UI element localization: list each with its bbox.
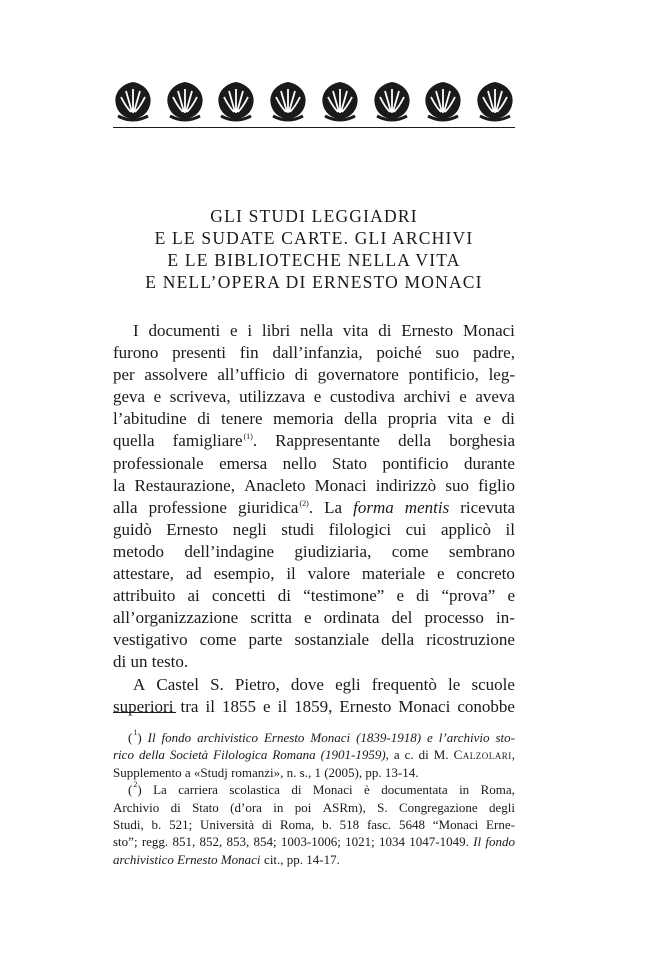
word: S. — [377, 799, 388, 815]
word: Monaci — [312, 782, 353, 798]
word: all’organizzazione — [113, 608, 239, 628]
word: 521; — [169, 816, 193, 832]
title-line: E LE BIBLIOTECHE NELLA VITA — [167, 250, 461, 270]
word: Congregazione — [398, 799, 478, 815]
word: esempio, — [213, 564, 275, 584]
word: Società — [169, 747, 209, 763]
word: ASRm), — [322, 799, 366, 815]
word: in — [459, 782, 470, 798]
word: Università — [200, 816, 255, 832]
body-line — [113, 519, 515, 541]
word: l’archivio — [438, 730, 490, 745]
word: all’ufficio — [217, 365, 286, 385]
word: propria — [387, 409, 437, 429]
word: (1901-1959), — [320, 747, 389, 763]
word: dall’infanzia, — [272, 343, 363, 363]
word: Castel — [156, 674, 199, 694]
word: ad — [185, 564, 202, 584]
word: furono — [113, 343, 159, 363]
word: come — [199, 630, 237, 650]
word: 852, — [199, 834, 223, 850]
word: concreto — [456, 564, 515, 584]
body-line — [113, 430, 515, 452]
footnote-marker: 1 — [133, 728, 138, 737]
palmette-ornament-icon — [475, 80, 515, 122]
word: Archivio — [113, 799, 160, 815]
footnote-marker: (1) — [243, 432, 253, 442]
word: memoria — [273, 409, 334, 429]
word: applicò — [440, 519, 491, 539]
footnote-line — [113, 799, 515, 816]
word: e — [459, 387, 467, 407]
body-line — [113, 585, 515, 607]
word: sto”; — [113, 834, 138, 850]
word: Ernesto — [401, 321, 454, 340]
word: è — [364, 782, 370, 798]
word: ordinata — [323, 608, 380, 628]
word: nella — [300, 321, 334, 340]
word: Ernesto — [339, 696, 392, 716]
word: leg- — [488, 365, 515, 385]
word: e — [483, 409, 492, 429]
word: “testimone” — [303, 586, 385, 606]
word: A — [133, 674, 146, 694]
word: “prova” — [441, 586, 496, 606]
word: aveva — [475, 387, 515, 407]
word: della — [398, 431, 432, 451]
word: di — [416, 586, 430, 606]
word: La — [153, 782, 167, 798]
word: b. — [322, 816, 332, 832]
word: della — [344, 409, 378, 429]
footnote-rule — [113, 712, 176, 713]
word: cui — [405, 519, 427, 539]
body-line — [113, 696, 515, 718]
word: concetti — [211, 586, 266, 606]
word: c. — [404, 747, 414, 763]
word: nello — [282, 453, 317, 473]
word: e — [230, 321, 238, 340]
word: le — [448, 674, 461, 694]
body-line — [113, 342, 515, 364]
palmette-ornament-icon — [268, 80, 308, 122]
word: a — [393, 747, 400, 763]
text-run: archivistico Ernesto Monaci — [113, 851, 261, 867]
palmette-ornament-icon — [113, 80, 153, 122]
body-line — [113, 674, 515, 696]
word: 851, — [172, 834, 196, 850]
word: Restaurazione, — [134, 475, 235, 495]
body-line — [113, 320, 515, 342]
word: documenti — [148, 321, 221, 340]
word: sembrano — [448, 541, 515, 561]
word: professione — [148, 497, 227, 517]
word: mentis — [404, 497, 450, 517]
text-run: cit., pp. 14-17. — [264, 851, 340, 867]
chapter-title — [113, 205, 515, 293]
word: attribuito — [113, 586, 176, 606]
word: dove — [290, 674, 324, 694]
text-run: di un testo. — [113, 652, 189, 672]
body-line — [113, 541, 515, 563]
body-line — [113, 475, 515, 497]
word: ricevuta — [460, 497, 515, 517]
footnote-line — [113, 833, 515, 850]
word: filologici — [328, 519, 392, 539]
word: dell’indagine — [184, 541, 275, 561]
word: tenere — [221, 409, 263, 429]
word: in- — [496, 608, 515, 628]
word: M. — [433, 747, 449, 763]
word: Studi, — [113, 816, 144, 832]
word: 1021; — [345, 834, 375, 850]
palmette-ornament-icon — [372, 80, 412, 122]
word: archivistico — [197, 730, 259, 745]
footnote-marker: (2) — [299, 498, 309, 508]
word: l’abitudine — [113, 409, 187, 429]
footnotes — [113, 729, 515, 868]
body-line — [113, 563, 515, 585]
word: valore — [307, 564, 351, 584]
word: del — [391, 608, 413, 628]
word: attestare, — [113, 564, 174, 584]
word: Ernesto — [263, 730, 305, 745]
word: geva — [113, 387, 146, 407]
word: Monaci — [314, 475, 367, 495]
word: il — [286, 564, 296, 584]
body-line — [113, 607, 515, 629]
word: rico — [113, 747, 134, 763]
word: borghesia — [449, 431, 515, 451]
word: scriveva, — [169, 387, 231, 407]
word: (d’ora — [230, 799, 262, 815]
word: Anacleto — [244, 475, 306, 495]
word: ($^2$) — [128, 780, 142, 798]
word: assolvere — [144, 365, 208, 385]
word: ricostruzione — [426, 630, 515, 650]
word: fin — [239, 343, 259, 363]
word: tra — [180, 696, 199, 716]
word: materiale — [361, 564, 426, 584]
word: negli — [232, 519, 267, 539]
word: giudiziaria, — [294, 541, 372, 561]
body-line — [113, 497, 515, 519]
word: Erne- — [486, 816, 515, 832]
body-text — [113, 320, 515, 718]
word: di — [291, 782, 302, 798]
word: vita — [342, 321, 369, 340]
word: Roma, — [480, 782, 515, 798]
word: e — [153, 387, 162, 407]
word: poi — [294, 799, 312, 815]
title-line: E LE SUDATE CARTE. GLI ARCHIVI — [154, 228, 474, 248]
word: alla — [113, 497, 138, 517]
word: il — [277, 696, 288, 716]
word: Filologica — [213, 747, 268, 763]
word: i — [247, 321, 253, 340]
word: Pietro, — [234, 674, 280, 694]
word: il — [205, 696, 215, 716]
word: durante — [463, 453, 515, 473]
word: S. — [210, 674, 224, 694]
word: Rappresentante — [275, 431, 380, 451]
word: Ernesto — [166, 519, 219, 539]
word: fasc. — [366, 816, 392, 832]
footnote-line — [113, 764, 515, 781]
word: conobbe — [457, 696, 515, 716]
word: della — [381, 630, 415, 650]
word: “Monaci — [432, 816, 479, 832]
word: 1034 — [379, 834, 405, 850]
word: Monaci — [310, 730, 351, 745]
body-line — [113, 651, 515, 673]
word: sostanziale — [294, 630, 370, 650]
word: il — [505, 519, 515, 539]
footnote-line — [113, 781, 515, 798]
word: (1839-1918) — [356, 730, 422, 745]
word: e — [396, 586, 405, 606]
title-line: E NELL’OPERA DI ERNESTO MONACI — [145, 272, 483, 292]
word: di — [170, 799, 181, 815]
word: ai — [187, 586, 200, 606]
word: libri — [261, 321, 291, 340]
word: frequentò — [371, 674, 437, 694]
word: la — [113, 475, 126, 495]
word: vestigativo — [113, 630, 188, 650]
word: Roma, — [279, 816, 315, 832]
word: 518 — [339, 816, 360, 832]
word: emersa — [219, 453, 268, 473]
word: governatore — [317, 365, 399, 385]
word: Il — [473, 834, 482, 850]
word: e — [427, 730, 433, 745]
palmette-ornament-icon — [165, 80, 205, 122]
word: 853, — [226, 834, 250, 850]
word: di — [378, 321, 392, 340]
body-line — [113, 453, 515, 475]
palmette-ornament-icon — [216, 80, 256, 122]
palmette-ornament-icon — [320, 80, 360, 122]
word: di — [418, 747, 429, 763]
word: figlio — [478, 475, 515, 495]
word: vita — [447, 409, 473, 429]
word: e — [313, 387, 322, 407]
word: Monaci — [398, 696, 451, 716]
word: scuole — [471, 674, 515, 694]
word: di — [294, 365, 308, 385]
word: Romana — [272, 747, 316, 763]
body-line — [113, 364, 515, 386]
word: come — [391, 541, 429, 561]
word: indirizzò — [375, 475, 437, 495]
word: e — [304, 608, 312, 628]
body-line — [113, 386, 515, 408]
word: 1003-1006; — [280, 834, 341, 850]
word: fondo — [161, 730, 192, 745]
word: superiori — [113, 696, 174, 716]
header-rule — [113, 127, 515, 128]
word: degli — [489, 799, 515, 815]
word: 1859, — [294, 696, 333, 716]
footnote-line — [113, 816, 515, 833]
word: Il — [147, 730, 156, 745]
footnote-line — [113, 746, 515, 763]
word: documentata — [381, 782, 448, 798]
word: suo — [445, 475, 469, 495]
word: padre, — [472, 343, 515, 363]
word: di — [262, 816, 273, 832]
text-run: Supplemento a «Studj romanzi», n. s., 1 (2005), pp. 13-14. — [113, 764, 419, 780]
word: parte — [248, 630, 283, 650]
word: e — [263, 696, 271, 716]
word: professionale — [113, 453, 204, 473]
word: custodiva — [329, 387, 395, 407]
word: della — [138, 747, 165, 763]
word: scritta — [250, 608, 292, 628]
word: 1047-1049. — [409, 834, 469, 850]
body-line — [113, 629, 515, 651]
word: sto- — [495, 730, 515, 745]
word: Stato — [332, 453, 367, 473]
word: La — [324, 497, 343, 517]
word: studi — [281, 519, 315, 539]
word: Monaci — [462, 321, 515, 340]
word: egli — [335, 674, 361, 694]
word: pontificio — [382, 453, 449, 473]
word: famigliare$^{(1)}$. — [172, 431, 258, 451]
word: forma — [353, 497, 394, 517]
word: I — [133, 321, 139, 340]
word: poiché — [376, 343, 422, 363]
word: Stato — [192, 799, 219, 815]
word: metodo — [113, 541, 164, 561]
word: archivi — [403, 387, 451, 407]
word: in — [273, 799, 284, 815]
footnote-line — [113, 729, 515, 746]
word: fondo — [485, 834, 515, 850]
word: giuridica$^{(2)}$. — [238, 497, 314, 517]
word: suo — [435, 343, 460, 363]
word: di — [277, 586, 292, 606]
word: e — [437, 564, 445, 584]
word: ($^1$) — [128, 728, 142, 745]
word: di — [197, 409, 211, 429]
word: processo — [424, 608, 484, 628]
word: presenti — [172, 343, 226, 363]
word: utilizzava — [239, 387, 306, 407]
word: scolastica — [229, 782, 280, 798]
title-line: GLI STUDI LEGGIADRI — [210, 206, 418, 226]
word: di — [501, 409, 515, 429]
word: quella — [113, 431, 155, 451]
footnote-line — [113, 851, 515, 868]
body-line — [113, 408, 515, 430]
word: Calzolari, — [453, 747, 515, 763]
word: 5648 — [398, 816, 425, 832]
palmette-ornament-icon — [423, 80, 463, 122]
word: carriera — [178, 782, 218, 798]
ornament-band — [113, 78, 515, 122]
word: e — [507, 586, 515, 606]
footnote-marker: 2 — [133, 780, 138, 790]
word: pontificio, — [408, 365, 479, 385]
word: 1855 — [221, 696, 256, 716]
word: regg. — [141, 834, 169, 850]
word: b. — [151, 816, 162, 832]
word: guidò — [113, 519, 152, 539]
word: per — [113, 365, 135, 385]
word: 854; — [253, 834, 277, 850]
